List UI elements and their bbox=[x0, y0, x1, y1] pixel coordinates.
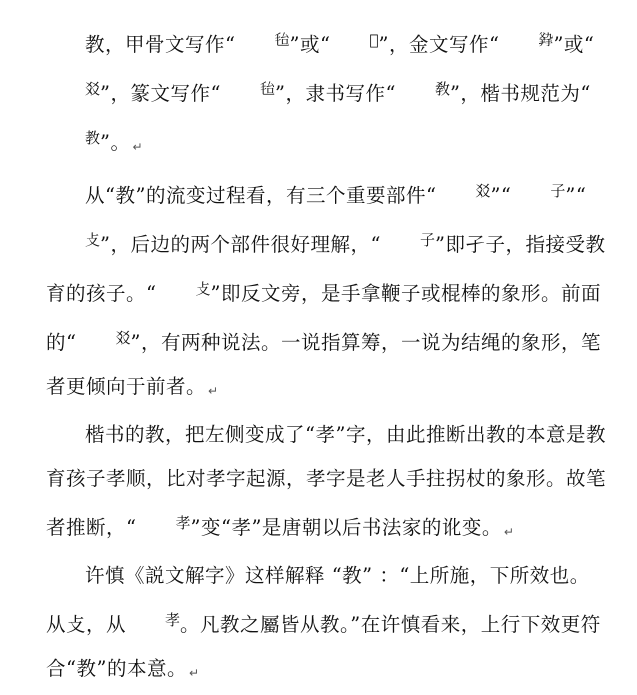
component-pu-2-glyph: 攴 bbox=[195, 280, 211, 298]
paragraph-text: ”即反文旁，是手拿鞭子或棍棒的象形。前面的“ bbox=[46, 282, 601, 354]
paragraph-text: ”“ bbox=[565, 184, 587, 207]
paragraph-text: ”，楷书规范为“ bbox=[449, 82, 591, 105]
paragraph-1 bbox=[46, 18, 609, 169]
paragraph-text: ”或“ bbox=[553, 33, 595, 56]
paragraph-mark-icon: ↵ bbox=[503, 525, 515, 539]
paragraph-text: ”变“孝”是唐朝以后书法家的讹变。 bbox=[190, 516, 502, 539]
paragraph-text: 许慎《説文解字》这样解释 “教” ：“上所施，下所效也。从攴，从 bbox=[46, 564, 590, 636]
paragraph-3 bbox=[46, 413, 609, 554]
paragraph-text: 楷书的教，把左侧变成了“孝”字，由此推断出教的本意是教育孩子孝顺，比对孝字起源，孝字是老人手拄拐杖的象形。故笔者推断，“ bbox=[46, 423, 607, 539]
paragraph-text: 。凡教之屬皆从教。”在许慎看来，上行下效更符合“教”的本意。 bbox=[46, 613, 601, 680]
paragraph-text: ”或“ bbox=[289, 33, 331, 56]
paragraph-text: ”，金文写作“ bbox=[378, 33, 500, 56]
paragraph-mark-icon: ↵ bbox=[132, 140, 144, 154]
paragraph-4 bbox=[46, 554, 609, 695]
bronze-jiao-1-glyph: 𤕛 bbox=[538, 31, 554, 49]
component-yao-2-glyph: 㸚 bbox=[115, 329, 131, 347]
component-yao-glyph: 㸚 bbox=[475, 182, 491, 200]
paragraph-mark-icon: ↵ bbox=[208, 384, 219, 398]
paragraph-text: 教，甲骨文写作“ bbox=[85, 33, 236, 56]
paragraph-2 bbox=[46, 169, 609, 413]
paragraph-text: ”，后边的两个部件很好理解，“ bbox=[100, 233, 381, 256]
regular-jiao-glyph: 教 bbox=[85, 129, 101, 147]
paragraph-text: 从“教”的流变过程看，有三个重要部件“ bbox=[85, 184, 437, 207]
component-zi-2-glyph: 子 bbox=[419, 231, 435, 249]
seal-jiao-glyph: 𣭆 bbox=[259, 80, 275, 98]
paragraph-text: ”即孑子，指接受教育的孩子。“ bbox=[46, 233, 606, 305]
component-pu-glyph: 攴 bbox=[85, 231, 101, 249]
paragraph-text: ”，有两种说法。一说指算筹，一说为结绳的象形，笔者更倾向于前者。 bbox=[46, 331, 601, 398]
clerical-jiao-glyph: 敎 bbox=[434, 80, 450, 98]
component-xiao-2-glyph: 孝 bbox=[165, 611, 181, 629]
paragraph-mark-icon: ↵ bbox=[188, 666, 200, 680]
component-zi-glyph: 子 bbox=[550, 182, 566, 200]
paragraph-text: ”“ bbox=[490, 184, 512, 207]
paragraph-text: ”，隶书写作“ bbox=[274, 82, 396, 105]
oracle-bone-jiao-2-glyph: 𢼇 bbox=[369, 31, 379, 49]
paragraph-text: ”，篆文写作“ bbox=[100, 82, 221, 105]
component-xiao-glyph: 孝 bbox=[175, 514, 191, 532]
paragraph-text: ”。 bbox=[100, 131, 131, 154]
oracle-bone-jiao-1-glyph: 𣭆 bbox=[274, 31, 290, 49]
bronze-jiao-2-glyph: 㸚 bbox=[85, 80, 101, 98]
